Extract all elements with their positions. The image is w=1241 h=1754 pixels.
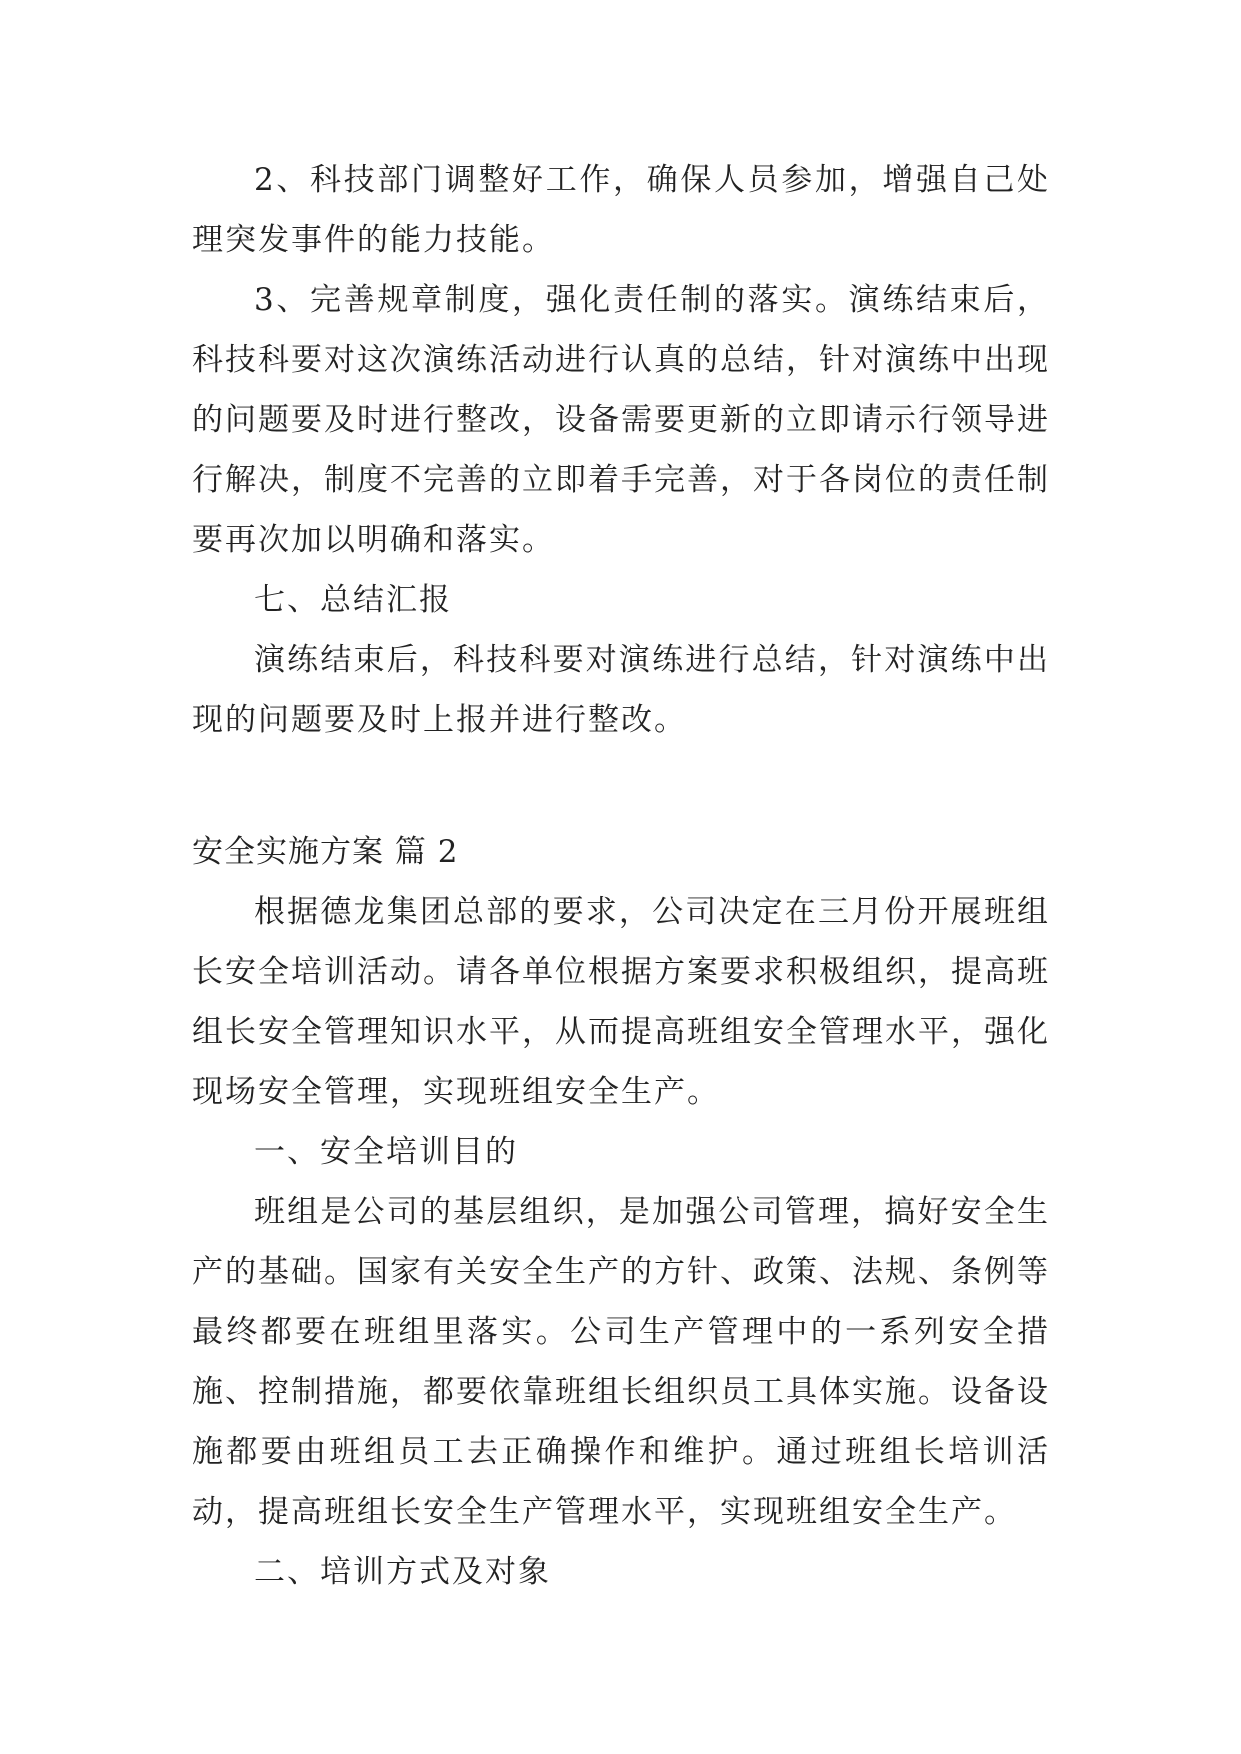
paragraph-item-3: 3、完善规章制度，强化责任制的落实。演练结束后，科技科要对这次演练活动进行认真的总结，针对演练中出现的问题要及时进行整改，设备需要更新的立即请示行领导进行解决，制度不完善的立即着手完善，对于各岗位的责任制要再次加以明确和落实。: [192, 282, 1050, 558]
paragraph-intro: 根据德龙集团总部的要求，公司决定在三月份开展班组长安全培训活动。请各单位根据方案要求积极组织，提高班组长安全管理知识水平，从而提高班组安全管理水平，强化现场安全管理，实现班组安全生产。: [192, 894, 1050, 1110]
heading-training-method: 二、培训方式及对象: [254, 1554, 551, 1590]
paragraph-training-purpose: 班组是公司的基层组织，是加强公司管理，搞好安全生产的基础。国家有关安全生产的方针、政策、法规、条例等最终都要在班组里落实。公司生产管理中的一系列安全措施、控制措施，都要依靠班组长组织员工具体实施。设备设施都要由班组员工去正确操作和维护。通过班组长培训活动，提高班组长安全生产管理水平，实现班组安全生产。: [192, 1194, 1050, 1530]
paragraph-summary: 演练结束后，科技科要对演练进行总结，针对演练中出现的问题要及时上报并进行整改。: [192, 642, 1050, 738]
heading-summary-report: 七、总结汇报: [254, 582, 452, 618]
paragraph-item-2: 2、科技部门调整好工作，确保人员参加，增强自己处理突发事件的能力技能。: [192, 162, 1050, 258]
section-title: 安全实施方案 篇 2: [192, 834, 459, 870]
heading-training-purpose: 一、安全培训目的: [254, 1134, 518, 1170]
document-body: [192, 150, 1050, 1602]
